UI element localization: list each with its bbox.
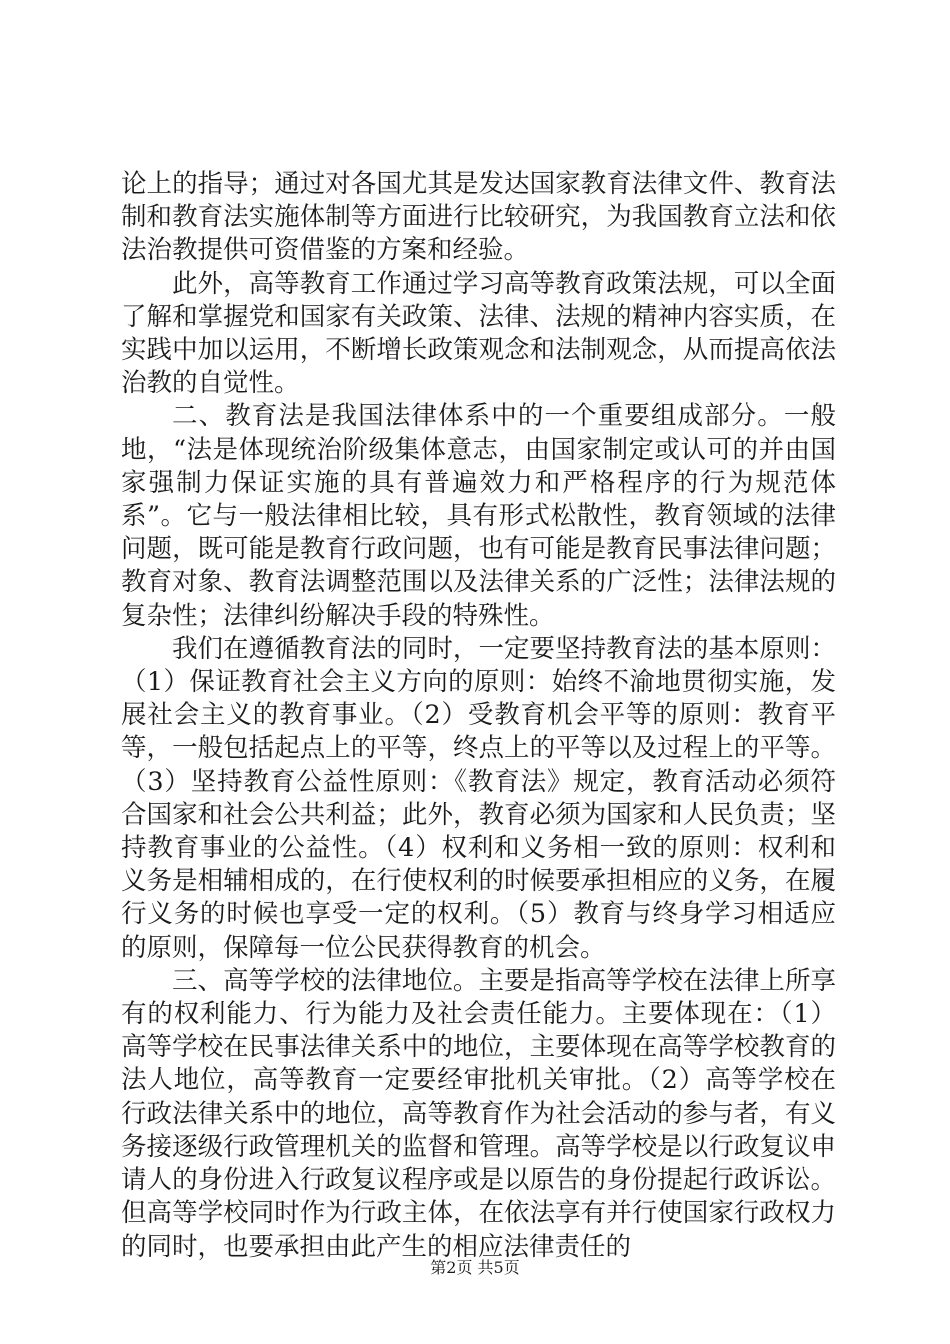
- paragraph-basic-principles: 我们在遵循教育法的同时，一定要坚持教育法的基本原则：（1）保证教育社会主义方向的原则：始终不渝地贯彻实施，发展社会主义的教育事业。（2）受教育机会平等的原则：教育平等，一般包括起点上的平等，终点上的平等以及过程上的平等。（3）坚持教育公益性原则：《教育法》规定，教育活动必须符合国家和社会公共利益；此外，教育必须为国家和人民负责；坚持教育事业的公益性。（4）权利和义务相一致的原则：权利和义务是相辅相成的，在行使权利的时候要承担相应的义务，在履行义务的时候也享受一定的权利。（5）教育与终身学习相适应的原则，保障每一位公民获得教育的机会。: [121, 633, 836, 963]
- paragraph-education-law-system: 二、教育法是我国法律体系中的一个重要组成部分。一般地，“法是体现统治阶级集体意志，由国家制定或认可的并由国家强制力保证实施的具有普遍效力和严格程序的行为规范体系”。它与一般法律相比较，具有形式松散性，教育领域的法律问题，既可能是教育行政问题，也有可能是教育民事法律问题；教育对象、教育法调整范围以及法律关系的广泛性；法律法规的复杂性；法律纠纷解决手段的特殊性。: [121, 401, 836, 631]
- paragraph-policy-study: 此外，高等教育工作通过学习高等教育政策法规，可以全面了解和掌握党和国家有关政策、法律、法规的精神内容实质，在实践中加以运用，不断增长政策观念和法制观念，从而提高依法治教的自觉性。: [121, 268, 836, 399]
- paragraph-continued: 论上的指导；通过对各国尤其是发达国家教育法律文件、教育法制和教育法实施体制等方面进行比较研究，为我国教育立法和依法治教提供可资借鉴的方案和经验。: [121, 169, 836, 266]
- paragraph-legal-status: 三、高等学校的法律地位。主要是指高等学校在法律上所享有的权利能力、行为能力及社会责任能力。主要体现在：（1）高等学校在民事法律关系中的地位，主要体现在高等学校教育的法人地位，高等教育一定要经审批机关审批。（2）高等学校在行政法律关系中的地位，高等教育作为社会活动的参与者，有义务接逐级行政管理机关的监督和管理。高等学校是以行政复议申请人的身份进入行政复议程序或是以原告的身份提起行政诉讼。但高等学校同时作为行政主体，在依法享有并行使国家行政权力的同时，也要承担由此产生的相应法律责任的: [121, 965, 836, 1262]
- page-footer: 第2页 共5页: [430, 1258, 520, 1277]
- document-body: [121, 168, 836, 1264]
